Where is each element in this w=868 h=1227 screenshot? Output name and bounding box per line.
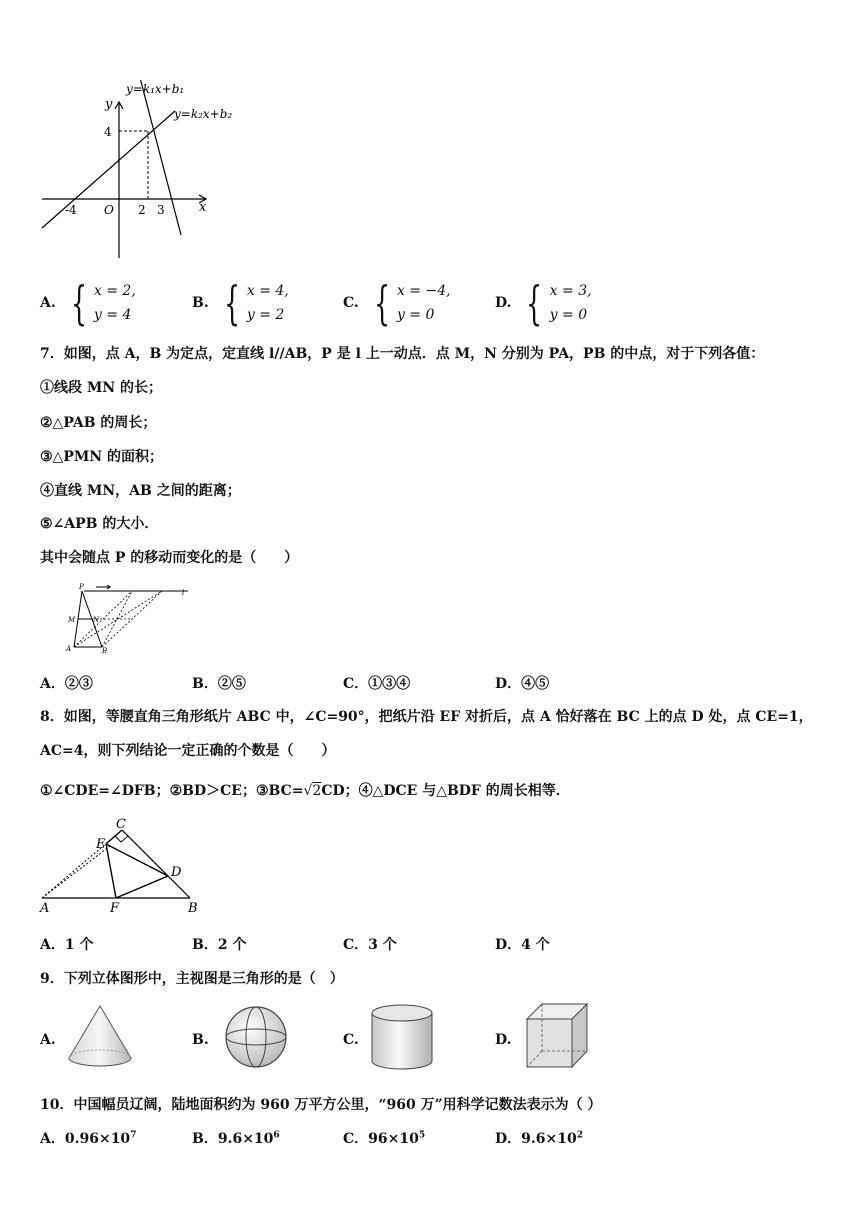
svg-text:l: l [182,589,185,597]
svg-text:D: D [171,865,182,880]
q9-option-a[interactable]: A. [40,1032,56,1048]
sqrt-icon: √2 [303,783,322,799]
svg-text:A: A [66,645,72,653]
tick-y4: 4 [104,125,112,139]
tick-xneg4: -4 [65,203,77,217]
cone-icon [66,1003,134,1069]
q7-question: 其中会随点 P 的移动而变化的是（ ） [40,550,299,566]
q7-option-c[interactable]: C．①③④ [343,676,411,692]
q8-option-b[interactable]: B．2 个 [192,937,247,953]
q7-item-2: ②△PAB 的周长； [40,415,157,431]
svg-text:N: N [93,616,100,624]
q7-option-a[interactable]: A．②③ [40,676,93,692]
cylinder-icon [369,1003,435,1073]
q6-graph [38,80,248,265]
sphere-icon [223,1004,289,1070]
svg-text:E: E [96,837,106,852]
q9-option-c[interactable]: C. [343,1032,359,1048]
q6-option-b[interactable]: B. { x = 4, y = 2 [192,276,289,330]
q7-item-4: ④直线 MN，AB 之间的距离； [40,483,241,499]
q8-option-c[interactable]: C．3 个 [343,937,397,953]
q10-option-d[interactable]: D．$9.6\times 10^2$ [495,1130,583,1147]
svg-text:F: F [110,901,120,916]
line2-label: y=k₂x+b₂ [174,107,233,121]
q7-stem: 7．如图，点 A，B 为定点，定直线 l//AB，P 是 l 上一动点．点 M，N 分别为 PA，PB 的中点，对于下列各值： [40,346,765,362]
svg-text:C: C [116,818,126,832]
q6-option-a[interactable]: A. { x = 2, y = 4 [40,276,136,330]
q7-option-d[interactable]: D．④⑤ [495,676,550,692]
y-axis-label: y [105,97,113,112]
origin-label: O [104,203,114,217]
q7-item-3: ③△PMN 的面积； [40,449,164,465]
q6-option-d[interactable]: D. { x = 3, y = 0 [495,276,592,330]
q7-option-b[interactable]: B．②⑤ [192,676,246,692]
tick-x2: 2 [138,203,146,217]
tick-x3: 3 [157,203,165,217]
q9-option-d[interactable]: D. [495,1032,512,1048]
q9-option-b[interactable]: B. [192,1032,209,1048]
q10-option-b[interactable]: B．$9.6\times 10^6$ [192,1130,280,1147]
svg-text:M: M [68,616,76,624]
q9-stem: 9．下列立体图形中，主视图是三角形的是（ ） [40,971,344,987]
svg-text:P: P [79,583,84,591]
line1-label: y=k₁x+b₁ [126,82,185,96]
q7-figure [62,583,192,655]
q10-option-c[interactable]: C．$96\times 10^5$ [343,1130,426,1147]
q7-item-5: ⑤∠APB 的大小． [40,516,159,532]
q8-option-d[interactable]: D．4 个 [495,937,550,953]
q8-stem-line2: AC=4，则下列结论一定正确的个数是（ ） [40,743,336,759]
svg-text:B: B [102,647,108,655]
q7-item-1: ①线段 MN 的长； [40,380,163,396]
q8-option-a[interactable]: A．1 个 [40,937,94,953]
svg-text:B: B [188,901,198,916]
q8-conclusions: ①∠CDE=∠DFB；②BD＞CE；③BC=√2CD；④△DCE 与△BDF 的周长相等． [40,783,570,799]
q8-stem-line1: 8．如图，等腰直角三角形纸片 ABC 中，∠C=90°，把纸片沿 EF 对折后，点 A 恰好落在 BC 上的点 D 处，点 CE=1， [40,709,813,725]
x-axis-label: x [199,200,207,215]
q10-option-a[interactable]: A．$0.96\times 10^7$ [40,1130,137,1147]
q10-stem: 10．中国幅员辽阔，陆地面积约为 960 万平方公里，“960 万”用科学记数法表示为（ ） [40,1097,602,1113]
svg-text:A: A [40,901,50,916]
cube-icon [524,1001,590,1071]
q6-option-c[interactable]: C. { x = −4, y = 0 [343,276,451,330]
q8-figure [38,818,208,916]
